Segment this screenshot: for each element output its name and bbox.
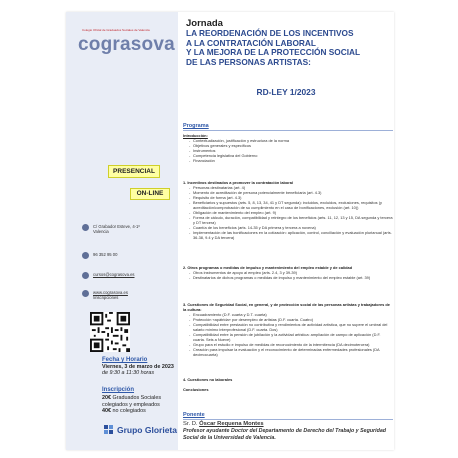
rd-ley-label: RD-LEY 1/2023 [256, 87, 316, 97]
price-no-colegiados-text: no colegiados [112, 408, 146, 414]
price-no-colegiados-amount: 40€ [102, 408, 111, 414]
list-item: - Cuantía de los beneficios (arts. 14-35 y DA primera y tercera a novena) [189, 225, 393, 230]
list-item: - Beneficiarios y supuestos (arts. 5, 8, 13, 34, 41 y DT segunda): incluidos, excluidos, exclusiones, requisitos (y acreditación/comprobación de su cumplimiento en el caso de bonificaciones, exclusión (art. 10)) [189, 200, 393, 210]
web-row[interactable] [82, 290, 128, 300]
list-item: - Protección «apátrida» por desempleo de artistas (D.F. cuarta. Cuatro) [189, 317, 393, 322]
price-no-colegiados [102, 408, 146, 415]
grupo-glorieta-logo [104, 425, 177, 435]
location-icon [82, 224, 89, 231]
ponente-fullname: Óscar Requena Montes [199, 421, 264, 427]
section-3-heading: 3. Cuestiones de Seguridad Social, en general, y de protección social de las personas artistas y trabajadores de la cultura: [183, 302, 390, 312]
main-content [178, 12, 394, 450]
list-item: - Creación para impulsar la evaluación y el reconocimiento de determinadas enfermedades profesionales (DA decimocuarta) [189, 347, 393, 357]
section-4-heading: 4. Cuestiones no laborales [183, 377, 233, 382]
conclusiones-heading: Conclusiones [183, 387, 209, 392]
list-item: - Implementación de las bonificaciones en la cotización: aplicación, control, conciliación y evaluación plurianual (arts. 36-38, 9.4 y DA tercera) [189, 230, 393, 240]
ponente-prefix: Sr. D. [183, 421, 198, 427]
title-line: LA REORDENACIÓN DE LOS INCENTIVOS [186, 28, 354, 38]
list-item: - Contextualización, justificación y estructura de la norma [189, 138, 393, 143]
web-sub: /inscripciones [93, 295, 119, 300]
price-colegiados-text-a: Graduados Sociales [112, 395, 162, 401]
list-item: - Compatibilidad entre prestación no contributiva y rendimientos de actividad artística, que no supere el umbral del salario mínimo interprofesional (D.F. cuarta. Dos) [189, 322, 393, 332]
programa-divider [183, 130, 393, 131]
ponente-divider [183, 419, 393, 420]
intro-heading: Introducción: [183, 133, 208, 138]
presencial-badge: PRESENCIAL [108, 165, 160, 178]
title-line: A LA CONTRATACIÓN LABORAL [186, 37, 316, 48]
event-title [186, 29, 392, 67]
list-item: - Requisito de forma (art. 4.3) [189, 195, 393, 200]
cograsova-logo [70, 20, 175, 55]
list-item: - Forma de cálculo, duración, compatibilidad y reintegro de los beneficios (arts. 11, 12, 13 y 15, DA segunda y tercera y DT tercera) [189, 215, 393, 225]
globe-icon [82, 290, 89, 297]
section-2-heading: 2. Otros programas o medidas de impulso y mantenimiento del empleo estable y de calidad [183, 265, 353, 270]
address-line1: C/ Grabador Esteve, 4-1º [93, 224, 140, 229]
fecha-hora: de 9:30 a 11:30 horas [102, 370, 155, 376]
list-item: - Objetivos generales y específicos [189, 143, 393, 148]
phone-number: 96 352 95 00 [93, 252, 118, 257]
address-row [82, 224, 140, 234]
price-colegiados-text-b: colegiados y empleados [102, 401, 160, 408]
info-sidebar [66, 12, 178, 450]
logo-wordmark: cograsova [78, 34, 175, 55]
web-link[interactable]: www.cograsova.es [93, 290, 128, 295]
conclusiones-section [183, 387, 393, 392]
list-item: - Momento de acreditación de persona potencialmente beneficiaria (art. 4.3) [189, 190, 393, 195]
phone-icon [82, 252, 89, 259]
title-line: DE LAS PERSONAS ARTISTAS: [186, 56, 311, 67]
section-1-heading: 1. Incentivos destinados a promover la contratación laboral [183, 180, 294, 185]
email-icon [82, 272, 89, 279]
ponente-name [183, 421, 264, 427]
list-item: - Financiación [189, 158, 393, 163]
programa-heading: Programa [183, 123, 209, 129]
section-1 [183, 180, 393, 240]
section-2 [183, 265, 393, 280]
online-badge: ON-LINE [130, 188, 170, 200]
email-link[interactable]: cursos@cograsova.es [93, 272, 135, 277]
list-item: - Compatibilidad entre la pensión de jubilación y la actividad artística: ampliación de campo de aplicación (D.F. cuarta. Seis a Nueve) [189, 332, 393, 342]
list-item: - Obligación de mantenimiento del empleo (art. 9) [189, 210, 393, 215]
glorieta-wordmark: Grupo Glorieta [117, 425, 177, 435]
list-item: - Destinatarios de dichos programas o medidas de impulso y mantenimiento del empleo estable (art. 39) [189, 275, 393, 280]
fecha-heading: Fecha y Horario [102, 357, 148, 363]
list-item: - Competencia legislativa del Gobierno [189, 153, 393, 158]
email-row[interactable] [82, 272, 135, 279]
section-4 [183, 377, 393, 382]
price-colegiados [102, 395, 161, 408]
phone-row [82, 252, 117, 259]
inscripcion-heading: Inscripción [102, 387, 135, 393]
ponente-heading: Ponente [183, 412, 205, 418]
intro-section [183, 133, 393, 163]
ponente-description: Profesor ayudante Doctor del Departamento de Derecho del Trabajo y Seguridad Social de la Universidad de Valencia. [183, 428, 386, 441]
glorieta-mark-icon [104, 425, 114, 435]
logo-subtitle: Colegio Oficial de Graduados Sociales de Valencia [82, 28, 150, 32]
list-item: - Grupo para el estudio e impulso de medidas de reconocimiento de la intermitencia (DA decimotercera) [189, 342, 393, 347]
section-3 [183, 302, 393, 357]
list-item: - Personas destinatarias (art. 4) [189, 185, 393, 190]
list-item: - Encuadramiento (D.F. cuarta y D.T. cuarta) [189, 312, 393, 317]
fecha-value: Viernes, 3 de marzo de 2023 [102, 364, 174, 370]
price-colegiados-amount: 20€ [102, 395, 111, 401]
jornada-label: Jornada [186, 18, 223, 29]
list-item: - Instrumentos [189, 148, 393, 153]
list-item: - Otros instrumentos de apoyo al empleo (arts. 2.4, 3 y 39-39) [189, 270, 393, 275]
title-line: Y LA MEJORA DE LA PROTECCIÓN SOCIAL [186, 47, 361, 57]
qr-code-icon[interactable] [90, 312, 130, 352]
flyer-page [66, 12, 394, 450]
address-line2: Valencia [93, 229, 109, 234]
